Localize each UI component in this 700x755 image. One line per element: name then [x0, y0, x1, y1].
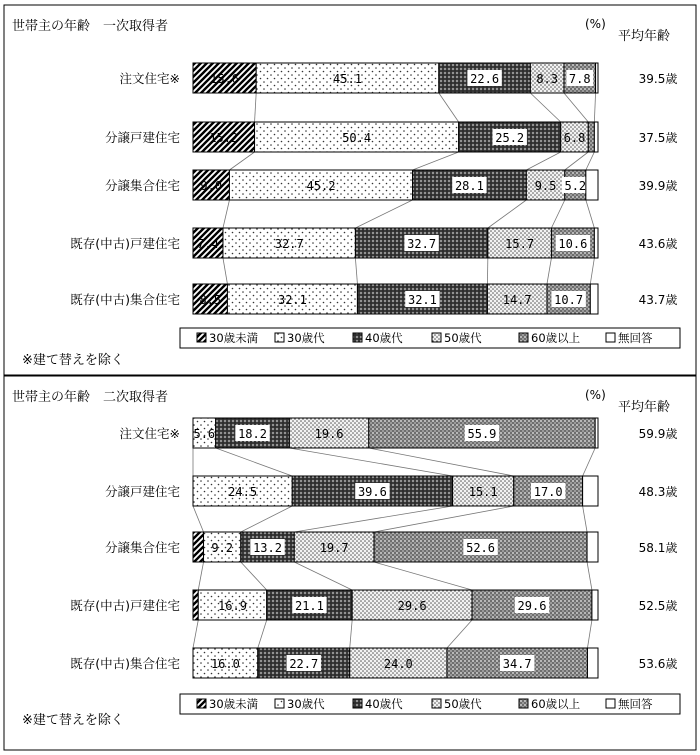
unit-label: (%)	[585, 17, 606, 31]
bar-segment	[596, 63, 598, 93]
value-label: 5.6	[193, 427, 216, 441]
legend-swatch	[275, 333, 284, 342]
connector-line	[565, 152, 588, 170]
value-label: 15.2	[209, 131, 239, 145]
value-label: 15.7	[505, 237, 535, 251]
value-label: 32.7	[407, 237, 437, 251]
value-label: 34.7	[502, 657, 532, 671]
bar-segment	[586, 170, 598, 200]
legend-label: 30歳未満	[209, 697, 259, 711]
value-label: 15.6	[210, 72, 240, 86]
legend-label: 無回答	[618, 697, 653, 711]
connector-line	[369, 448, 514, 476]
connector-line	[586, 200, 595, 228]
avg-age-value: 39.9歳	[638, 179, 678, 193]
connector-line	[413, 152, 459, 170]
value-label: 29.6	[517, 599, 547, 613]
bar-segment	[595, 418, 598, 448]
connector-line	[447, 620, 472, 648]
category-label: 既存(中古)戸建住宅	[70, 598, 180, 613]
value-label: 15.1	[468, 485, 498, 499]
value-label: 45.2	[306, 179, 336, 193]
connector-line	[216, 448, 293, 476]
category-label: 既存(中古)戸建住宅	[70, 236, 180, 251]
value-label: 22.7	[289, 657, 319, 671]
connector-line	[229, 152, 254, 170]
connector-line	[198, 562, 203, 590]
value-label: 50.4	[342, 131, 372, 145]
connector-line	[289, 448, 452, 476]
value-label: 52.6	[466, 541, 496, 555]
chart-title: 世帯主の年齢 一次取得者	[12, 19, 169, 34]
bar-segment	[594, 122, 598, 152]
legend-label: 無回答	[618, 331, 653, 345]
legend-label: 40歳代	[365, 697, 403, 711]
bar-segment	[594, 228, 598, 258]
value-label: 32.1	[277, 293, 307, 307]
legend-swatch	[353, 333, 362, 342]
legend-label: 50歳代	[444, 331, 482, 345]
legend-label: 60歳以上	[531, 697, 581, 711]
connector-line	[223, 258, 227, 284]
value-label: 45.1	[333, 72, 362, 86]
value-label: 39.6	[357, 485, 387, 499]
legend-label: 40歳代	[365, 331, 403, 345]
legend-label: 30歳代	[287, 331, 325, 345]
value-label: 55.9	[467, 427, 497, 441]
value-label: 14.7	[502, 293, 532, 307]
connector-line	[488, 200, 526, 228]
connector-line	[193, 620, 198, 648]
avg-age-value: 39.5歳	[638, 72, 678, 86]
value-label: 9.2	[211, 541, 234, 555]
value-label: 28.1	[454, 179, 484, 193]
category-label: 分譲集合住宅	[104, 540, 180, 555]
connector-line	[355, 200, 412, 228]
avg-age-value: 48.3歳	[638, 485, 678, 499]
category-label: 既存(中古)集合住宅	[70, 656, 180, 671]
connector-line	[564, 93, 588, 122]
avg-age-value: 43.6歳	[638, 237, 678, 251]
connector-line	[583, 506, 587, 532]
connector-line	[587, 620, 591, 648]
category-label: 既存(中古)集合住宅	[70, 292, 180, 307]
footnote: ※建て替えを除く	[22, 713, 124, 728]
bar-segment	[592, 590, 598, 620]
chart-title: 世帯主の年齢 二次取得者	[12, 390, 169, 405]
legend-swatch	[432, 699, 441, 708]
connector-line	[255, 93, 257, 122]
value-label: 9.5	[534, 179, 557, 193]
value-label: 24.0	[383, 657, 413, 671]
connector-line	[241, 506, 292, 532]
bar-segment	[583, 476, 598, 506]
value-label: 25.2	[495, 131, 525, 145]
value-label: 9.0	[200, 179, 223, 193]
footnote: ※建て替えを除く	[22, 353, 124, 368]
value-label: 32.7	[274, 237, 304, 251]
value-label: 8.5	[199, 293, 222, 307]
value-label: 17.0	[533, 485, 563, 499]
connector-line	[374, 562, 472, 590]
avg-age-header: 平均年齢	[618, 400, 671, 415]
legend-swatch	[197, 699, 206, 708]
connector-line	[551, 200, 564, 228]
connector-line	[223, 200, 229, 228]
connector-line	[526, 152, 560, 170]
avg-age-value: 37.5歳	[638, 131, 678, 145]
legend-swatch	[606, 699, 615, 708]
bar-segment	[193, 532, 204, 562]
connector-line	[594, 93, 595, 122]
legend-swatch	[519, 333, 528, 342]
connector-line	[294, 506, 452, 532]
legend-swatch	[353, 699, 362, 708]
category-label: 分譲戸建住宅	[104, 130, 180, 145]
legend-swatch	[432, 333, 441, 342]
category-label: 注文住宅※	[119, 71, 180, 86]
connector-line	[294, 562, 352, 590]
legend-swatch	[606, 333, 615, 342]
value-label: 10.7	[554, 293, 584, 307]
avg-age-value: 43.7歳	[638, 293, 678, 307]
legend-label: 60歳以上	[531, 331, 581, 345]
legend-swatch	[197, 333, 206, 342]
value-label: 7.8	[568, 72, 591, 86]
bar-segment	[588, 122, 594, 152]
value-label: 32.1	[407, 293, 437, 307]
legend-swatch	[519, 699, 528, 708]
value-label: 19.6	[314, 427, 344, 441]
value-label: 16.9	[218, 599, 247, 613]
connector-line	[439, 93, 459, 122]
category-label: 分譲集合住宅	[104, 178, 180, 193]
connector-line	[530, 93, 560, 122]
bar-segment	[590, 284, 598, 314]
value-label: 13.2	[253, 541, 282, 555]
value-label: 8.3	[536, 72, 559, 86]
value-label: 22.6	[470, 72, 500, 86]
connector-line	[583, 448, 596, 476]
value-label: 19.7	[319, 541, 349, 555]
category-label: 注文住宅※	[119, 426, 180, 441]
legend-label: 30歳未満	[209, 331, 259, 345]
avg-age-value: 59.9歳	[638, 427, 678, 441]
value-label: 24.5	[228, 485, 258, 499]
connector-line	[350, 620, 352, 648]
connector-line	[355, 258, 357, 284]
value-label: 29.6	[397, 599, 427, 613]
bar-segment	[193, 590, 198, 620]
connector-line	[586, 152, 595, 170]
bar-segment	[587, 532, 598, 562]
category-label: 分譲戸建住宅	[104, 484, 180, 499]
avg-age-header: 平均年齢	[618, 29, 671, 44]
legend-label: 50歳代	[444, 697, 482, 711]
connector-line	[258, 620, 267, 648]
value-label: 21.1	[294, 599, 324, 613]
connector-line	[193, 506, 204, 532]
connector-line	[587, 562, 592, 590]
connector-line	[374, 506, 514, 532]
value-label: 7.4	[197, 237, 219, 251]
connector-line	[590, 258, 594, 284]
value-label: 6.8	[563, 131, 586, 145]
connector-line	[241, 562, 267, 590]
value-label: 16.0	[210, 657, 240, 671]
legend-label: 30歳代	[287, 697, 325, 711]
avg-age-value: 53.6歳	[638, 657, 678, 671]
value-label: 5.2	[564, 179, 587, 193]
value-label: 10.6	[558, 237, 588, 251]
legend-swatch	[275, 699, 284, 708]
connector-line	[547, 258, 551, 284]
value-label: 18.2	[238, 427, 267, 441]
bar-segment	[587, 648, 598, 678]
avg-age-value: 52.5歳	[638, 599, 678, 613]
avg-age-value: 58.1歳	[638, 541, 678, 555]
unit-label: (%)	[585, 388, 606, 402]
